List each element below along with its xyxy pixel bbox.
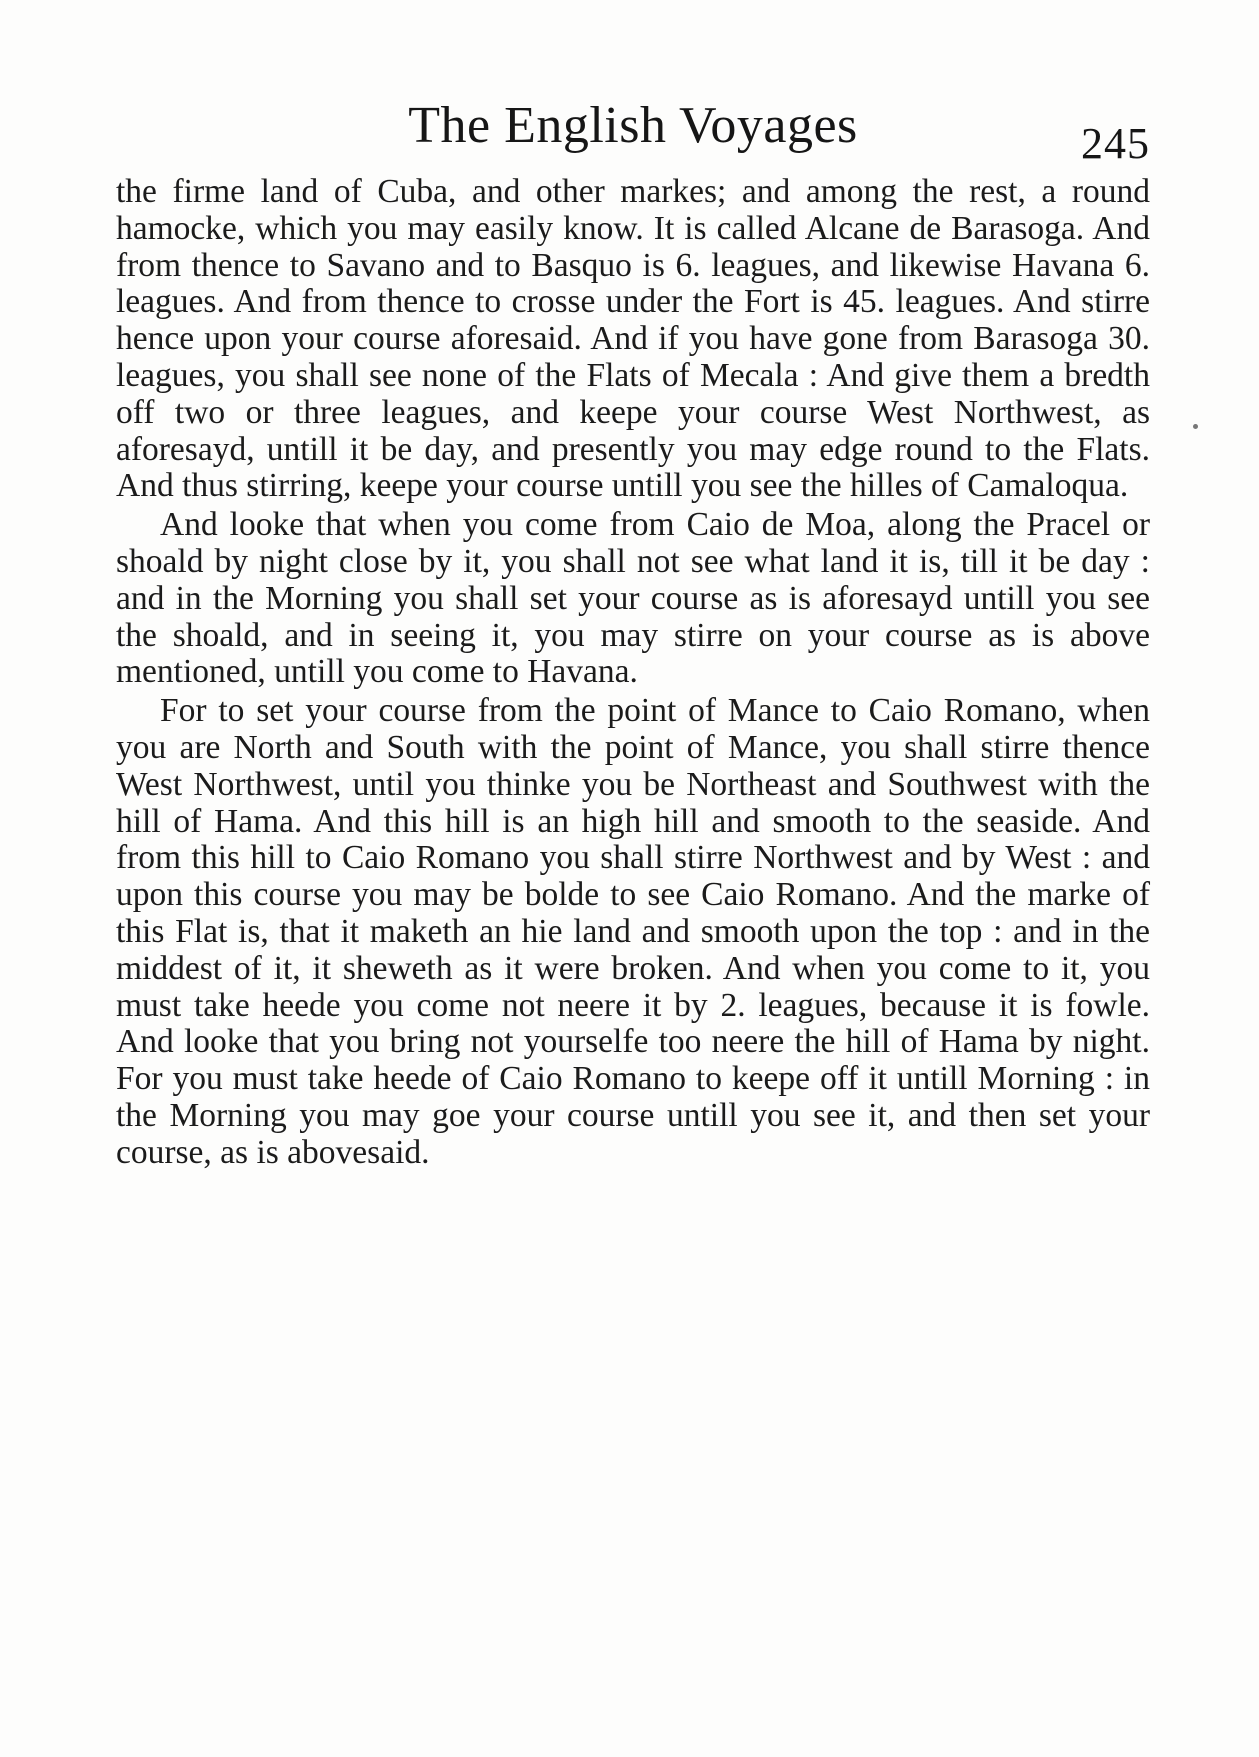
paragraph-caio-de-moa: And looke that when you come from Caio de Moa, along the Pracel or shoald by night close by it, you shall not see what land it is, till it be day : and in the Morning you shall set your course as is aforesayd untill you see the shoald, and in seeing it, you may stirre on your course as is above mentioned, untill you come to Havana. [116, 506, 1150, 691]
paragraph-point-of-mance: For to set your course from the point of Mance to Caio Romano, when you are North and South with the point of Mance, you shall stirre thence West Northwest, until you thinke you be Northeast and Southwest with the hill of Hama. And this hill is an high hill and smooth to the seaside. And from this hill to Caio Romano you shall stirre Northwest and by West : and upon this course you may be bolde to see Caio Romano. And the marke of this Flat is, that it maketh an hie land and smooth upon the top : and in the middest of it, it sheweth as it were broken. And when you come to it, you must take heede you come not neere it by 2. leagues, because it is fowle. And looke that you bring not yourselfe too neere the hill of Hama by night. For you must take heede of Caio Romano to keepe off it untill Morning : in the Morning you may goe your course untill you see it, and then set your course, as is abovesaid. [116, 692, 1150, 1171]
body-text [116, 174, 1150, 1172]
running-head [116, 96, 1150, 166]
running-title: The English Voyages [408, 97, 858, 154]
margin-speck [1193, 424, 1198, 429]
page-number: 245 [1081, 119, 1150, 168]
paragraph-continuation: the firme land of Cuba, and other markes; and among the rest, a round hamocke, which you may easily know. It is called Alcane de Barasoga. And from thence to Savano and to Basquo is 6. leagues, and likewise Havana 6. leagues. And from thence to crosse under the Fort is 45. leagues. And stirre hence upon your course aforesaid. And if you have gone from Barasoga 30. leagues, you shall see none of the Flats of Mecala : And give them a bredth off two or three leagues, and keepe your course West Northwest, as aforesayd, untill it be day, and presently you may edge round to the Flats. And thus stirring, keepe your course untill you see the hilles of Camaloqua. [116, 173, 1150, 505]
